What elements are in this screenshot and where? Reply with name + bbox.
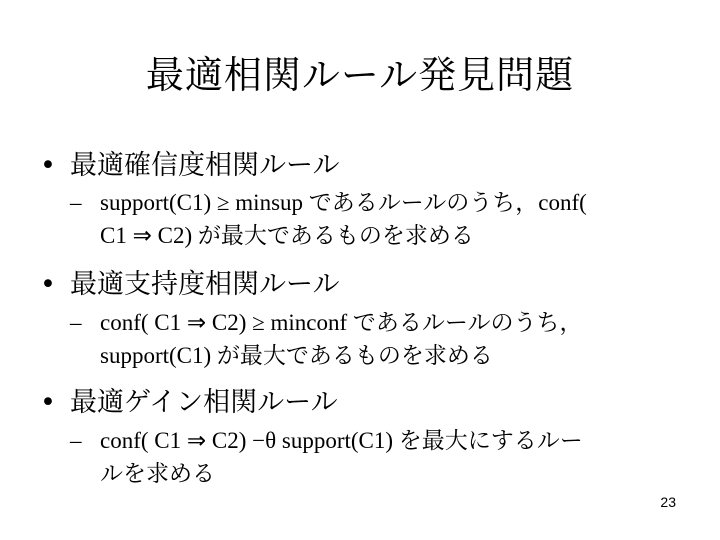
bullet-heading: 最適ゲイン相関ルール bbox=[70, 387, 338, 418]
bullet-optimal-confidence bbox=[40, 143, 339, 182]
bullet-optimal-support bbox=[40, 262, 339, 301]
detail-optimal-gain bbox=[70, 424, 583, 490]
dash-marker: – bbox=[70, 310, 82, 335]
formula-text: conf( C1 ⇒ C2) ≥ minconf であるルールのうち， bbox=[100, 310, 583, 335]
formula-text: conf( C1 ⇒ C2) −θ support(C1) を最大にするルー bbox=[100, 428, 583, 453]
bullet-marker: • bbox=[40, 387, 56, 418]
detail-line-2: support(C1) が最大であるものを求める bbox=[100, 343, 493, 368]
bullet-heading: 最適確信度相関ルール bbox=[70, 150, 340, 181]
detail-line-2: C1 ⇒ C2) が最大であるものを求める bbox=[100, 223, 474, 248]
detail-line-1 bbox=[70, 306, 582, 339]
dash-marker: – bbox=[70, 428, 82, 453]
detail-optimal-confidence bbox=[70, 186, 587, 252]
formula-text: support(C1) ≥ minsup であるルールのうち，conf( bbox=[100, 190, 587, 215]
detail-line-1 bbox=[70, 186, 587, 219]
bullet-optimal-gain bbox=[40, 380, 338, 419]
detail-line-1 bbox=[70, 424, 583, 457]
detail-optimal-support bbox=[70, 306, 582, 372]
bullet-heading: 最適支持度相関ルール bbox=[70, 269, 340, 300]
detail-line-2: ルを求める bbox=[100, 461, 215, 486]
bullet-marker: • bbox=[40, 150, 56, 181]
dash-marker: – bbox=[70, 190, 82, 215]
page-number: 23 bbox=[660, 494, 676, 510]
bullet-marker: • bbox=[40, 269, 56, 300]
slide-title: 最適相関ルール発見問題 bbox=[145, 53, 575, 97]
